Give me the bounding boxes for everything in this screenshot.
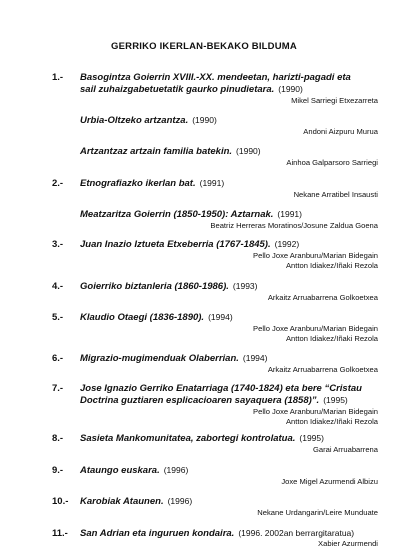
author-line: Garai Arruabarrena (312, 445, 378, 454)
entry-number: 2.- (52, 178, 64, 189)
author-line: Beatriz Herreras Moratinos/Josune Zaldua Goena (210, 221, 378, 230)
entry-number: 5.- (52, 312, 64, 323)
work-title: Juan Inazio Iztueta Etxeberria (1767-1845). (1992) (80, 239, 300, 250)
entry-number: 9.- (52, 465, 64, 476)
work-title: Karobiak Ataunen. (1996) (80, 496, 193, 507)
author-line: Nekane Arratibel Insausti (293, 190, 378, 199)
work-title: San Adrian eta inguruen kondaira. (1996. 2002an berrargitaratua) (80, 528, 355, 539)
work-title: Urbia-Oltzeko artzantza. (1990) (80, 115, 217, 126)
work-title: Migrazio-mugimenduak Olaberrian. (1994) (80, 353, 268, 364)
author-line: Xabier Azurmendi (318, 539, 378, 548)
author-line: Antton Idiakez/Iñaki Rezola (285, 417, 378, 426)
work-title: Ataungo euskara. (1996) (80, 465, 189, 476)
entry-number: 8.- (52, 433, 64, 444)
work-title: Goierriko biztanleria (1860-1986). (1993) (80, 281, 258, 292)
work-title: Jose Ignazio Gerriko Enatarriaga (1740-1824) eta bere “Cristau Doctrina guztiaren esplicacioaren sayaquera (1858)”. (1995) (80, 383, 362, 406)
author-line: Antton Idiakez/Iñaki Rezola (285, 334, 378, 343)
work-title: Sasieta Mankomunitatea, zabortegi kontrolatua. (1995) (80, 433, 324, 444)
author-line: Pello Joxe Aranburu/Marian Bidegain (253, 407, 378, 416)
author-line: Pello Joxe Aranburu/Marian Bidegain (253, 251, 378, 260)
page-title: GERRIKO IKERLAN-BEKAKO BILDUMA (111, 41, 297, 52)
work-title: Artzantzaz artzain familia batekin. (1990) (80, 146, 261, 157)
entry-number: 6.- (52, 353, 64, 364)
author-line: Pello Joxe Aranburu/Marian Bidegain (253, 324, 378, 333)
author-line: Andoni Aizpuru Murua (303, 127, 378, 136)
work-title: Meatzaritza Goierrin (1850-1950): Aztarnak. (1991) (80, 209, 302, 220)
entry-number: 10.- (52, 496, 69, 507)
entry-number: 4.- (52, 281, 64, 292)
author-line: Mikel Sarriegi Etxezarreta (291, 96, 378, 105)
entry-number: 3.- (52, 239, 64, 250)
entry-number: 7.- (52, 383, 64, 394)
author-line: Antton Idiakez/Iñaki Rezola (285, 261, 378, 270)
author-line: Arkaitz Arruabarrena Golkoetxea (267, 293, 378, 302)
work-title: Etnografiazko ikerlan bat. (1991) (80, 178, 225, 189)
author-line: Joxe Migel Azurmendi Albizu (281, 477, 378, 486)
author-line: Nekane Urdangarin/Leire Munduate (257, 508, 378, 517)
work-title: Klaudio Otaegi (1836-1890). (1994) (80, 312, 233, 323)
entry-number: 1.- (52, 72, 64, 83)
author-line: Arkaitz Arruabarrena Golkoetxea (267, 365, 378, 374)
entry-number: 11.- (52, 528, 68, 539)
author-line: Ainhoa Galparsoro Sarriegi (286, 158, 378, 167)
work-title: Basogintza Goierrin XVIII.-XX. mendeetan, harizti-pagadi eta sail zuhaizgabetuetatik gaurko pinudietara. (1990) (80, 72, 351, 95)
